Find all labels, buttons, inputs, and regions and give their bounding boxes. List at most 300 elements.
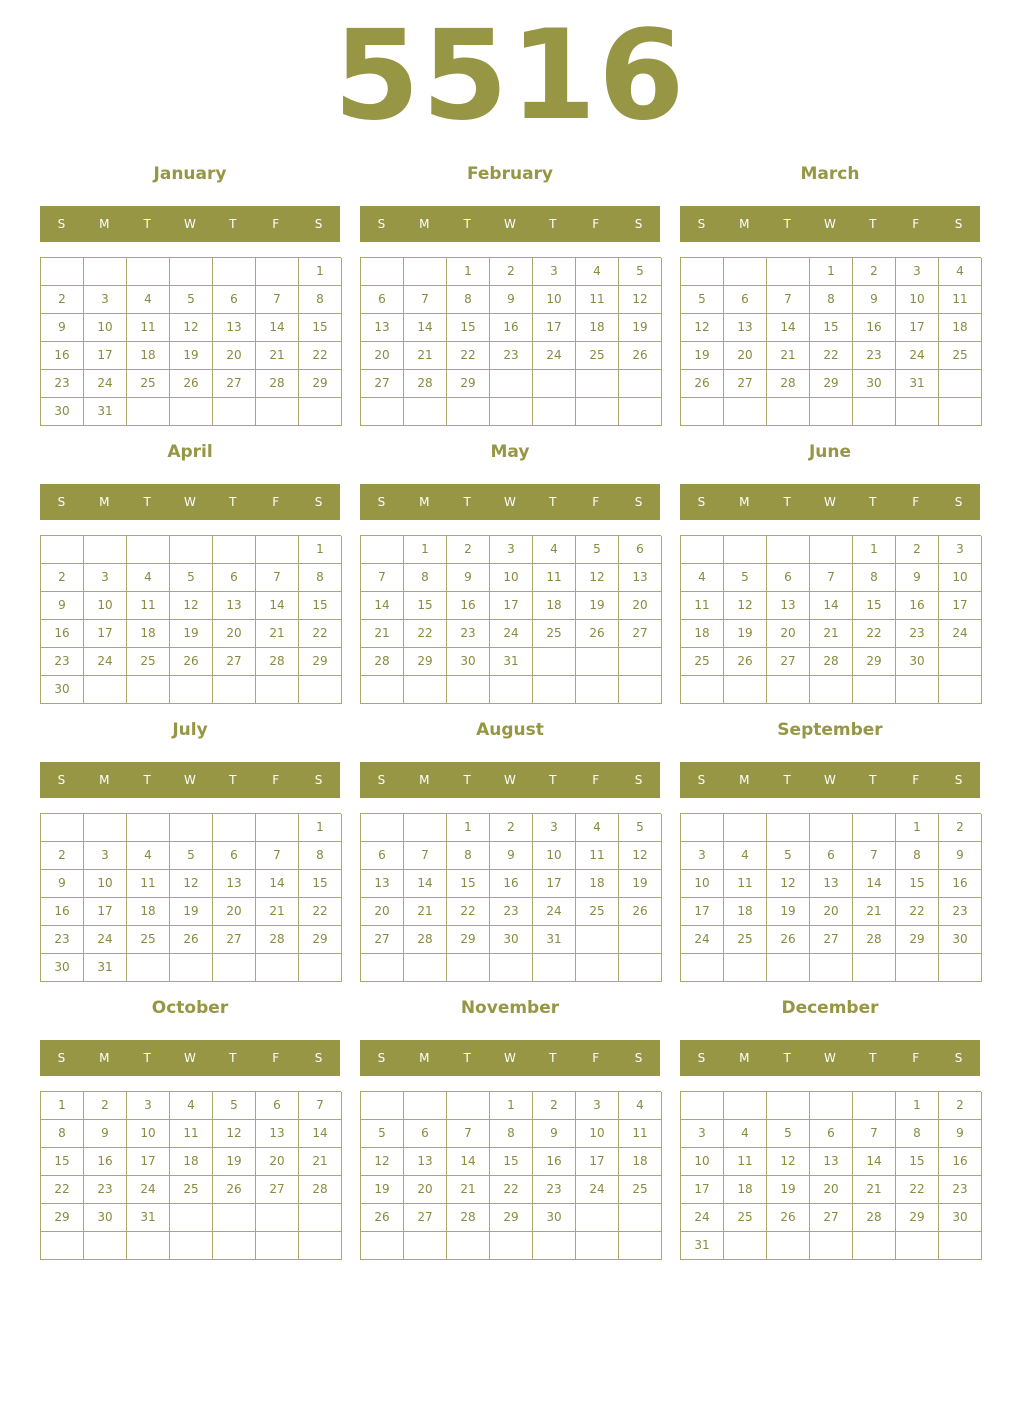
weekday-label: S bbox=[314, 1051, 323, 1065]
weekday-label: T bbox=[229, 495, 237, 509]
day-cell: 19 bbox=[681, 342, 724, 370]
day-cell: 12 bbox=[619, 286, 662, 314]
weekday-label: W bbox=[824, 495, 836, 509]
empty-day-cell bbox=[170, 1204, 213, 1232]
day-cell: 3 bbox=[681, 842, 724, 870]
day-cell: 11 bbox=[576, 842, 619, 870]
empty-day-cell bbox=[681, 258, 724, 286]
weekday-header bbox=[360, 484, 660, 520]
empty-day-cell bbox=[724, 814, 767, 842]
empty-day-cell bbox=[213, 1232, 256, 1260]
day-cell: 21 bbox=[361, 620, 404, 648]
day-cell: 18 bbox=[681, 620, 724, 648]
empty-day-cell bbox=[681, 536, 724, 564]
day-cell: 2 bbox=[490, 814, 533, 842]
weekday-label: M bbox=[99, 773, 110, 787]
day-cell: 6 bbox=[810, 1120, 853, 1148]
day-cell: 14 bbox=[404, 314, 447, 342]
day-cell: 30 bbox=[939, 926, 982, 954]
day-cell: 23 bbox=[84, 1176, 127, 1204]
day-cell: 1 bbox=[447, 814, 490, 842]
day-cell: 29 bbox=[299, 648, 342, 676]
day-cell: 19 bbox=[170, 620, 213, 648]
empty-day-cell bbox=[533, 370, 576, 398]
weekday-label: T bbox=[463, 1051, 471, 1065]
weekday-label: T bbox=[783, 1051, 791, 1065]
day-cell: 6 bbox=[767, 564, 810, 592]
day-cell: 12 bbox=[213, 1120, 256, 1148]
empty-day-cell bbox=[681, 398, 724, 426]
empty-day-cell bbox=[576, 1204, 619, 1232]
day-cell: 1 bbox=[810, 258, 853, 286]
weekday-label: S bbox=[314, 495, 323, 509]
empty-day-cell bbox=[213, 258, 256, 286]
day-cell: 4 bbox=[127, 564, 170, 592]
day-cell: 2 bbox=[84, 1092, 127, 1120]
day-cell: 24 bbox=[84, 926, 127, 954]
empty-day-cell bbox=[619, 1204, 662, 1232]
weekday-label: T bbox=[143, 1051, 151, 1065]
day-cell: 19 bbox=[213, 1148, 256, 1176]
day-cell: 7 bbox=[447, 1120, 490, 1148]
empty-day-cell bbox=[213, 954, 256, 982]
day-cell: 18 bbox=[127, 898, 170, 926]
empty-day-cell bbox=[256, 536, 299, 564]
empty-day-cell bbox=[533, 1232, 576, 1260]
empty-day-cell bbox=[127, 814, 170, 842]
day-cell: 18 bbox=[576, 870, 619, 898]
empty-day-cell bbox=[170, 1232, 213, 1260]
empty-day-cell bbox=[853, 814, 896, 842]
day-cell: 28 bbox=[299, 1176, 342, 1204]
weekday-label: M bbox=[99, 1051, 110, 1065]
day-cell: 26 bbox=[170, 370, 213, 398]
weekday-label: W bbox=[504, 773, 516, 787]
day-cell: 15 bbox=[896, 1148, 939, 1176]
empty-day-cell bbox=[41, 258, 84, 286]
empty-day-cell bbox=[299, 1204, 342, 1232]
empty-day-cell bbox=[213, 398, 256, 426]
weekday-label: T bbox=[463, 773, 471, 787]
day-cell: 11 bbox=[619, 1120, 662, 1148]
day-cell: 5 bbox=[767, 842, 810, 870]
weekday-label: T bbox=[463, 217, 471, 231]
empty-day-cell bbox=[361, 536, 404, 564]
day-cell: 21 bbox=[256, 620, 299, 648]
day-cell: 11 bbox=[576, 286, 619, 314]
day-cell: 1 bbox=[853, 536, 896, 564]
day-cell: 23 bbox=[41, 926, 84, 954]
day-cell: 19 bbox=[170, 342, 213, 370]
day-cell: 12 bbox=[767, 1148, 810, 1176]
day-cell: 7 bbox=[404, 842, 447, 870]
day-cell: 5 bbox=[170, 842, 213, 870]
empty-day-cell bbox=[447, 398, 490, 426]
day-cell: 9 bbox=[41, 314, 84, 342]
day-cell: 8 bbox=[896, 1120, 939, 1148]
weekday-label: S bbox=[697, 1051, 706, 1065]
empty-day-cell bbox=[810, 676, 853, 704]
day-cell: 8 bbox=[404, 564, 447, 592]
day-cell: 12 bbox=[619, 842, 662, 870]
weekday-label: T bbox=[869, 1051, 877, 1065]
day-cell: 7 bbox=[299, 1092, 342, 1120]
day-cell: 26 bbox=[213, 1176, 256, 1204]
day-cell: 15 bbox=[447, 314, 490, 342]
day-cell: 5 bbox=[681, 286, 724, 314]
day-cell: 10 bbox=[84, 314, 127, 342]
weekday-label: F bbox=[912, 1051, 920, 1065]
day-cell: 8 bbox=[41, 1120, 84, 1148]
empty-day-cell bbox=[767, 1232, 810, 1260]
day-cell: 25 bbox=[127, 926, 170, 954]
day-cell: 10 bbox=[84, 870, 127, 898]
day-cell: 4 bbox=[533, 536, 576, 564]
weekday-label: F bbox=[912, 773, 920, 787]
day-cell: 18 bbox=[619, 1148, 662, 1176]
day-cell: 7 bbox=[256, 842, 299, 870]
day-cell: 9 bbox=[41, 870, 84, 898]
day-cell: 3 bbox=[939, 536, 982, 564]
empty-day-cell bbox=[256, 1232, 299, 1260]
empty-day-cell bbox=[213, 814, 256, 842]
day-cell: 28 bbox=[853, 1204, 896, 1232]
empty-day-cell bbox=[681, 676, 724, 704]
day-cell: 17 bbox=[533, 314, 576, 342]
day-cell: 23 bbox=[896, 620, 939, 648]
day-cell: 26 bbox=[576, 620, 619, 648]
empty-day-cell bbox=[810, 1092, 853, 1120]
weekday-label: S bbox=[57, 1051, 66, 1065]
day-cell: 5 bbox=[170, 564, 213, 592]
day-cell: 29 bbox=[447, 926, 490, 954]
day-cell: 13 bbox=[810, 1148, 853, 1176]
empty-day-cell bbox=[170, 676, 213, 704]
empty-day-cell bbox=[619, 676, 662, 704]
day-cell: 3 bbox=[681, 1120, 724, 1148]
empty-day-cell bbox=[619, 398, 662, 426]
weekday-label: M bbox=[739, 773, 750, 787]
day-cell: 27 bbox=[213, 648, 256, 676]
weekday-label: T bbox=[549, 217, 557, 231]
month-name: August bbox=[476, 720, 544, 740]
weekday-header bbox=[680, 762, 980, 798]
weekday-label: W bbox=[184, 217, 196, 231]
day-cell: 15 bbox=[41, 1148, 84, 1176]
month-name: January bbox=[153, 164, 227, 184]
weekday-label: M bbox=[739, 495, 750, 509]
day-cell: 23 bbox=[41, 370, 84, 398]
day-cell: 13 bbox=[767, 592, 810, 620]
day-cell: 12 bbox=[170, 314, 213, 342]
weekday-header bbox=[360, 1040, 660, 1076]
day-cell: 18 bbox=[724, 898, 767, 926]
weekday-label: T bbox=[229, 773, 237, 787]
empty-day-cell bbox=[619, 370, 662, 398]
day-cell: 27 bbox=[810, 1204, 853, 1232]
day-cell: 21 bbox=[256, 342, 299, 370]
empty-day-cell bbox=[127, 1232, 170, 1260]
day-cell: 30 bbox=[84, 1204, 127, 1232]
empty-day-cell bbox=[896, 398, 939, 426]
day-cell: 11 bbox=[127, 592, 170, 620]
empty-day-cell bbox=[724, 536, 767, 564]
weekday-label: S bbox=[954, 217, 963, 231]
day-grid bbox=[680, 257, 981, 426]
empty-day-cell bbox=[533, 398, 576, 426]
day-cell: 23 bbox=[447, 620, 490, 648]
day-cell: 18 bbox=[533, 592, 576, 620]
day-cell: 22 bbox=[299, 898, 342, 926]
day-grid bbox=[680, 535, 981, 704]
day-cell: 6 bbox=[361, 286, 404, 314]
empty-day-cell bbox=[767, 676, 810, 704]
empty-day-cell bbox=[896, 1232, 939, 1260]
day-cell: 28 bbox=[447, 1204, 490, 1232]
day-cell: 14 bbox=[853, 1148, 896, 1176]
day-cell: 8 bbox=[896, 842, 939, 870]
empty-day-cell bbox=[447, 954, 490, 982]
day-cell: 4 bbox=[576, 258, 619, 286]
day-cell: 20 bbox=[256, 1148, 299, 1176]
weekday-header bbox=[680, 1040, 980, 1076]
day-cell: 22 bbox=[447, 898, 490, 926]
day-cell: 9 bbox=[84, 1120, 127, 1148]
weekday-label: F bbox=[272, 495, 280, 509]
empty-day-cell bbox=[767, 954, 810, 982]
empty-day-cell bbox=[361, 676, 404, 704]
day-cell: 28 bbox=[404, 370, 447, 398]
weekday-label: W bbox=[824, 773, 836, 787]
day-cell: 16 bbox=[853, 314, 896, 342]
empty-day-cell bbox=[256, 398, 299, 426]
weekday-label: S bbox=[634, 1051, 643, 1065]
day-cell: 14 bbox=[299, 1120, 342, 1148]
day-cell: 20 bbox=[810, 898, 853, 926]
weekday-label: T bbox=[549, 495, 557, 509]
empty-day-cell bbox=[256, 954, 299, 982]
day-cell: 29 bbox=[810, 370, 853, 398]
day-cell: 4 bbox=[127, 842, 170, 870]
day-cell: 6 bbox=[213, 842, 256, 870]
day-cell: 22 bbox=[896, 898, 939, 926]
empty-day-cell bbox=[681, 814, 724, 842]
empty-day-cell bbox=[724, 398, 767, 426]
weekday-label: T bbox=[783, 217, 791, 231]
weekday-label: T bbox=[143, 495, 151, 509]
day-cell: 5 bbox=[767, 1120, 810, 1148]
day-cell: 19 bbox=[619, 314, 662, 342]
weekday-label: F bbox=[912, 217, 920, 231]
day-cell: 20 bbox=[213, 620, 256, 648]
day-cell: 25 bbox=[576, 898, 619, 926]
day-cell: 11 bbox=[170, 1120, 213, 1148]
day-cell: 26 bbox=[170, 926, 213, 954]
day-cell: 20 bbox=[810, 1176, 853, 1204]
empty-day-cell bbox=[84, 1232, 127, 1260]
day-cell: 28 bbox=[256, 648, 299, 676]
day-cell: 1 bbox=[299, 536, 342, 564]
day-cell: 14 bbox=[853, 870, 896, 898]
weekday-label: S bbox=[377, 495, 386, 509]
day-cell: 10 bbox=[896, 286, 939, 314]
day-cell: 17 bbox=[939, 592, 982, 620]
day-cell: 27 bbox=[256, 1176, 299, 1204]
day-cell: 26 bbox=[767, 1204, 810, 1232]
day-cell: 16 bbox=[41, 620, 84, 648]
day-cell: 8 bbox=[299, 842, 342, 870]
day-cell: 17 bbox=[127, 1148, 170, 1176]
day-cell: 12 bbox=[361, 1148, 404, 1176]
day-cell: 19 bbox=[619, 870, 662, 898]
day-cell: 27 bbox=[619, 620, 662, 648]
weekday-label: F bbox=[912, 495, 920, 509]
day-cell: 26 bbox=[724, 648, 767, 676]
day-cell: 16 bbox=[896, 592, 939, 620]
weekday-header bbox=[40, 206, 340, 242]
day-cell: 18 bbox=[127, 620, 170, 648]
day-cell: 3 bbox=[84, 842, 127, 870]
day-cell: 17 bbox=[533, 870, 576, 898]
weekday-label: M bbox=[739, 217, 750, 231]
day-cell: 28 bbox=[256, 926, 299, 954]
empty-day-cell bbox=[361, 1092, 404, 1120]
empty-day-cell bbox=[447, 676, 490, 704]
weekday-label: F bbox=[272, 773, 280, 787]
day-cell: 6 bbox=[724, 286, 767, 314]
day-cell: 9 bbox=[896, 564, 939, 592]
day-cell: 23 bbox=[490, 898, 533, 926]
day-cell: 8 bbox=[299, 564, 342, 592]
day-cell: 10 bbox=[533, 842, 576, 870]
empty-day-cell bbox=[767, 814, 810, 842]
day-cell: 25 bbox=[576, 342, 619, 370]
weekday-label: M bbox=[419, 1051, 430, 1065]
day-cell: 11 bbox=[724, 1148, 767, 1176]
day-cell: 7 bbox=[767, 286, 810, 314]
day-cell: 25 bbox=[939, 342, 982, 370]
day-cell: 12 bbox=[170, 592, 213, 620]
weekday-label: S bbox=[377, 1051, 386, 1065]
empty-day-cell bbox=[84, 536, 127, 564]
day-cell: 10 bbox=[681, 870, 724, 898]
weekday-label: T bbox=[229, 217, 237, 231]
weekday-label: S bbox=[57, 773, 66, 787]
day-cell: 2 bbox=[41, 564, 84, 592]
day-grid bbox=[360, 1091, 661, 1260]
day-cell: 21 bbox=[853, 898, 896, 926]
empty-day-cell bbox=[127, 398, 170, 426]
weekday-header bbox=[680, 484, 980, 520]
day-cell: 11 bbox=[724, 870, 767, 898]
weekday-label: W bbox=[824, 1051, 836, 1065]
day-cell: 21 bbox=[853, 1176, 896, 1204]
day-cell: 3 bbox=[84, 564, 127, 592]
day-cell: 31 bbox=[533, 926, 576, 954]
day-cell: 30 bbox=[533, 1204, 576, 1232]
day-cell: 23 bbox=[939, 1176, 982, 1204]
empty-day-cell bbox=[299, 1232, 342, 1260]
empty-day-cell bbox=[724, 954, 767, 982]
day-cell: 3 bbox=[576, 1092, 619, 1120]
weekday-label: S bbox=[57, 217, 66, 231]
empty-day-cell bbox=[299, 398, 342, 426]
day-cell: 18 bbox=[170, 1148, 213, 1176]
empty-day-cell bbox=[127, 676, 170, 704]
empty-day-cell bbox=[533, 648, 576, 676]
weekday-label: T bbox=[869, 495, 877, 509]
day-cell: 18 bbox=[939, 314, 982, 342]
day-cell: 16 bbox=[84, 1148, 127, 1176]
day-cell: 22 bbox=[490, 1176, 533, 1204]
empty-day-cell bbox=[576, 676, 619, 704]
day-cell: 14 bbox=[256, 314, 299, 342]
day-cell: 13 bbox=[404, 1148, 447, 1176]
weekday-label: W bbox=[184, 773, 196, 787]
day-cell: 28 bbox=[767, 370, 810, 398]
day-cell: 13 bbox=[724, 314, 767, 342]
empty-day-cell bbox=[767, 536, 810, 564]
day-cell: 11 bbox=[127, 314, 170, 342]
day-cell: 25 bbox=[681, 648, 724, 676]
empty-day-cell bbox=[533, 676, 576, 704]
empty-day-cell bbox=[127, 536, 170, 564]
day-cell: 17 bbox=[84, 898, 127, 926]
day-cell: 17 bbox=[896, 314, 939, 342]
empty-day-cell bbox=[41, 814, 84, 842]
day-cell: 7 bbox=[853, 842, 896, 870]
day-cell: 4 bbox=[619, 1092, 662, 1120]
day-cell: 30 bbox=[41, 954, 84, 982]
day-cell: 22 bbox=[404, 620, 447, 648]
empty-day-cell bbox=[447, 1232, 490, 1260]
day-cell: 10 bbox=[681, 1148, 724, 1176]
weekday-label: T bbox=[783, 495, 791, 509]
empty-day-cell bbox=[361, 814, 404, 842]
day-cell: 20 bbox=[361, 342, 404, 370]
day-cell: 25 bbox=[170, 1176, 213, 1204]
day-cell: 5 bbox=[213, 1092, 256, 1120]
day-cell: 24 bbox=[681, 1204, 724, 1232]
day-cell: 9 bbox=[533, 1120, 576, 1148]
day-cell: 24 bbox=[84, 370, 127, 398]
month-name: June bbox=[808, 442, 852, 462]
day-cell: 6 bbox=[213, 286, 256, 314]
day-cell: 16 bbox=[533, 1148, 576, 1176]
day-cell: 3 bbox=[127, 1092, 170, 1120]
empty-day-cell bbox=[361, 1232, 404, 1260]
day-cell: 21 bbox=[447, 1176, 490, 1204]
empty-day-cell bbox=[619, 648, 662, 676]
day-cell: 24 bbox=[490, 620, 533, 648]
weekday-label: T bbox=[869, 217, 877, 231]
day-grid bbox=[360, 535, 661, 704]
empty-day-cell bbox=[404, 258, 447, 286]
empty-day-cell bbox=[361, 954, 404, 982]
day-cell: 29 bbox=[896, 926, 939, 954]
day-cell: 7 bbox=[853, 1120, 896, 1148]
month-name: April bbox=[167, 442, 213, 462]
weekday-label: M bbox=[419, 217, 430, 231]
empty-day-cell bbox=[810, 536, 853, 564]
day-cell: 19 bbox=[724, 620, 767, 648]
weekday-label: W bbox=[184, 1051, 196, 1065]
weekday-label: S bbox=[314, 773, 323, 787]
day-cell: 12 bbox=[576, 564, 619, 592]
day-cell: 25 bbox=[127, 648, 170, 676]
day-cell: 27 bbox=[767, 648, 810, 676]
empty-day-cell bbox=[939, 648, 982, 676]
